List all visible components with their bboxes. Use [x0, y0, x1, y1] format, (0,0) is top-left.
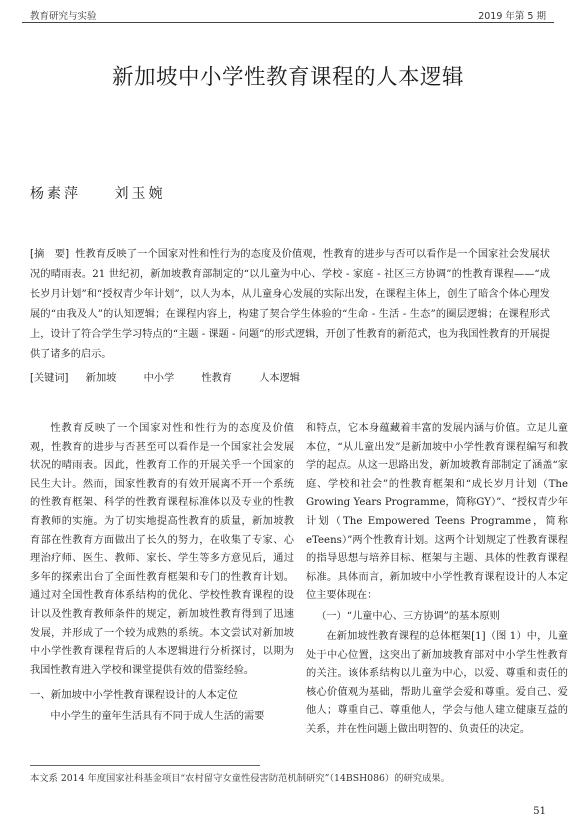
header-rule	[22, 22, 554, 23]
article-title: 新加坡中小学性教育课程的人本逻辑	[111, 65, 464, 90]
keyword: 中小学	[143, 373, 175, 384]
keywords	[30, 369, 324, 384]
issue-label: 2019 年第 5 期	[478, 11, 546, 22]
footnote: 本文系 2014 年度国家社科基金项目“农村留守女童性侵害防范机制研究”（14BSH086）的研究成果。	[30, 773, 450, 784]
keyword: 人本逻辑	[259, 373, 300, 384]
journal-name: 教育研究与实验	[30, 11, 97, 22]
running-header	[30, 6, 546, 22]
paragraph: 性教育反映了一个国家对性和性行为的态度及价值观，性教育的进步与否甚至可以看作是一个国家社会发展状况的晴雨表。因此，性教育工作的开展关乎一个国家的民生大计。然而，国家性教育的有效开展离不开一个系统的性教育框架、科学的性教育课程标准体以及专业的性教育教师的实施。为了切实地提高性教育的质量，新加坡教育部在性教育方面做出了长久的努力，在收集了专家、心理治疗师、医生、教师、家长、学生等多方意见后，通过多年的探索出台了全面性教育框架和专门的性教育计划。通过对全国性教育体系结构的优化、学校性教育课程的设计以及性教育教师条件的规定，新加坡性教育得到了迅速发展，并形成了一个较为成熟的系统。本文尝试对新加坡中小学性教育课程背后的人本逻辑进行分析探讨，以期为我国性教育进入学校和课堂提供有效的借鉴经验。	[30, 423, 294, 676]
right-column	[306, 420, 568, 740]
left-column	[30, 420, 294, 727]
authors	[30, 183, 191, 203]
footnote-rule	[30, 765, 260, 766]
abstract	[30, 245, 550, 365]
keyword: 性教育	[201, 373, 232, 384]
paragraph: 和特点，它本身蕴藏着丰富的发展内涵与价值。立足儿童本位，“从儿童出发”是新加坡中小学性教育课程编写和教学的起点。从这一思路出发，新加坡教育部制定了涵盖“家庭、学校和社会”的性教育框架和“成长岁月计划（The Growing Years Programme，简称GY）”、“授权青少年计划（The Empowered Teens Programme，简称 eTeens）”两个性教育计划。这两个计划规定了性教育课程的指导思想与培养目标、框架与主题、具体的性教育课程标准。具体而言，新加坡中小学性教育课程设计的人本定位主要体现在：	[306, 423, 568, 602]
page-number: 51	[533, 806, 546, 817]
abstract-tag: [摘 要]	[30, 249, 70, 260]
section-heading: 一、新加坡中小学性教育课程设计的人本定位	[30, 689, 238, 702]
keywords-tag: [关键词]	[30, 373, 69, 384]
author-2: 刘玉婉	[114, 186, 166, 202]
abstract-text: 性教育反映了一个国家对性和性行为的态度及价值观，性教育的进步与否可以看作是一个国家社会发展状况的晴雨表。21 世纪初，新加坡教育部制定的“以儿童为中心、学校 - 家庭 - 社区三方协调”的性教育课程——“成长岁月计划”和“授权青少年计划”，以人为本，从儿童身心发展的实际出发，在课程主体上，创生了暗含个体心理发展的“由我及人”的认知逻辑；在课程内容上，构建了契合学生体验的“生命 - 生活 - 生态”的圈层逻辑；在课程形式上，设计了符合学生学习特点的“主题 - 课题 - 问题”的形式逻辑，开创了性教育的新范式，也为我国性教育的开展提供了诸多的启示。	[30, 249, 550, 360]
author-1: 杨素萍	[30, 186, 81, 202]
paragraph: 在新加坡性教育课程的总体框架[1]（图 1）中，儿童处于中心位置，这突出了新加坡教育部对中小学生性教育的关注。该体系结构以儿童为中心，以爱、尊重和责任的核心价值观为基础，帮助儿童学会爱和尊重。爱自己、爱他人；尊重自己、尊重他人，学会与他人建立健康互益的关系，并在性问题上做出明智的、负责任的决定。	[306, 630, 568, 735]
subsection-heading: （一）“儿童中心、三方协调”的基本原则	[316, 610, 500, 622]
keyword: 新加坡	[85, 373, 117, 384]
paragraph: 中小学生的童年生活具有不同于成人生活的需要	[50, 711, 265, 723]
